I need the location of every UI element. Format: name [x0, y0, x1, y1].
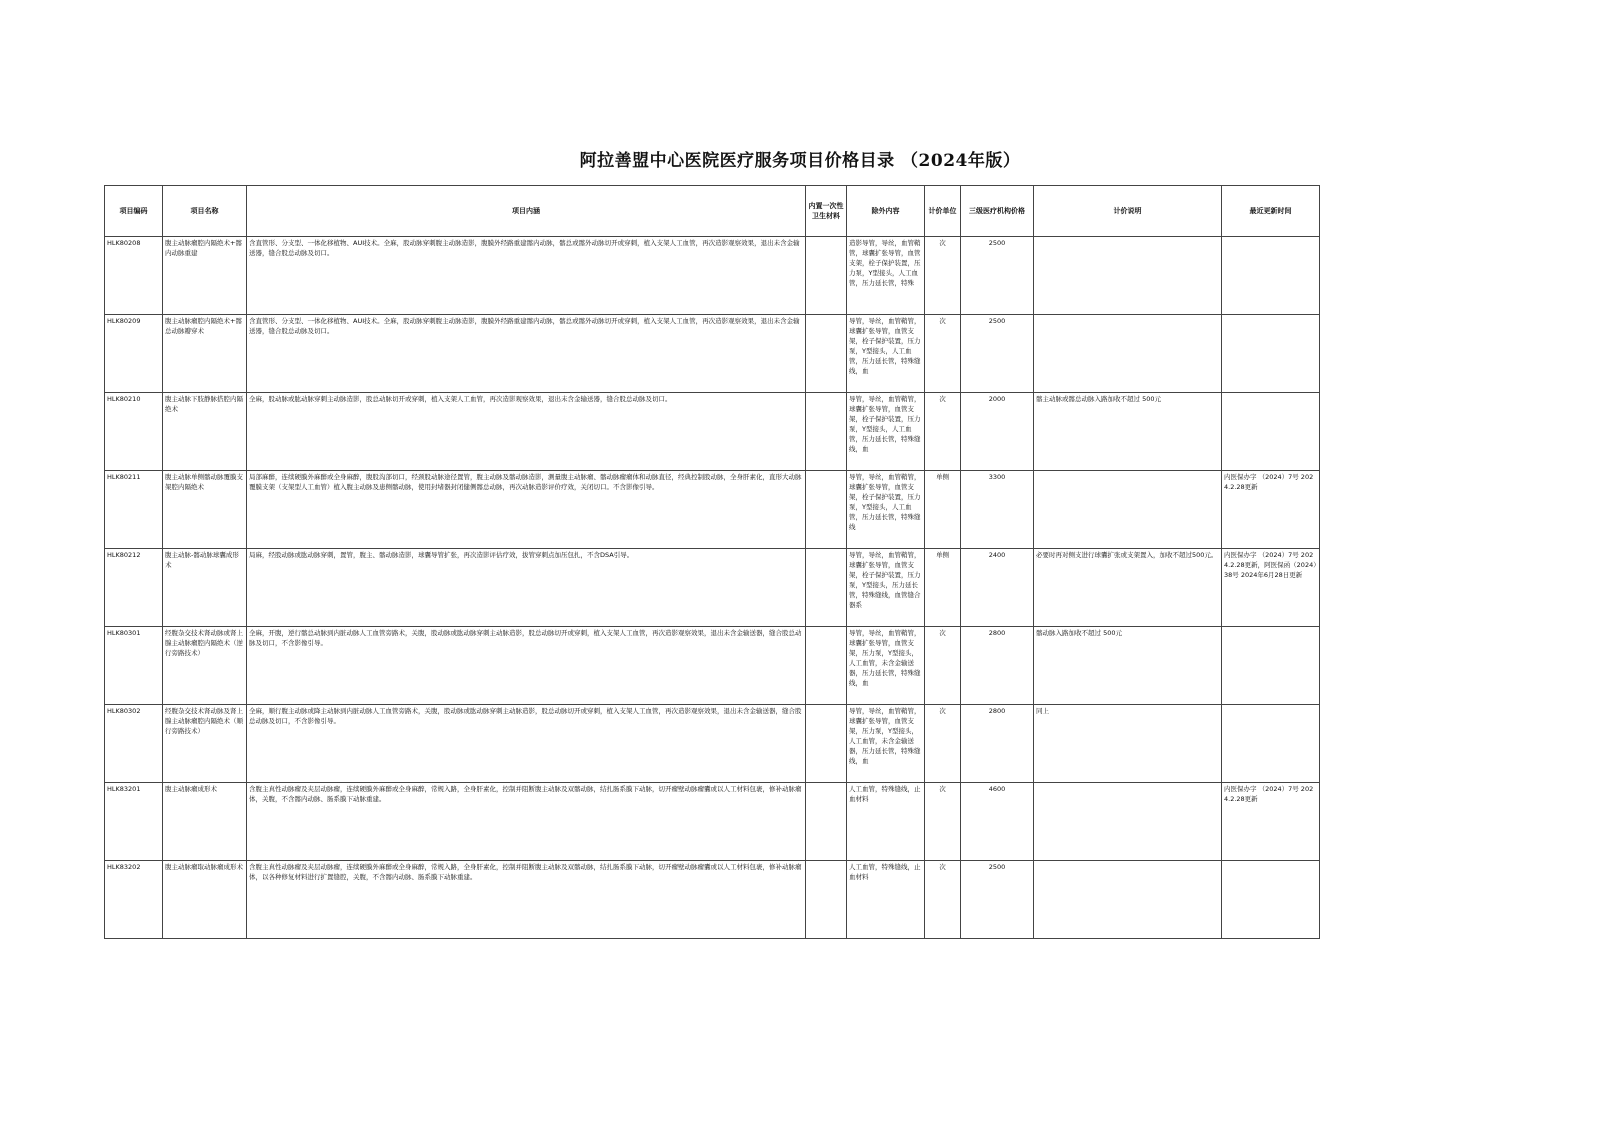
header-name: 项目名称	[163, 186, 247, 237]
item-code	[105, 783, 163, 861]
item-price-text: 2500	[988, 239, 1006, 247]
item-unit	[925, 315, 961, 393]
item-price	[961, 315, 1034, 393]
item-excluded	[847, 705, 925, 783]
table-row	[105, 783, 1320, 861]
item-name-text: 腹主动脉下肢静脉搭腔内隔绝术	[165, 395, 243, 413]
item-content	[247, 783, 806, 861]
item-code	[105, 705, 163, 783]
item-updated	[1222, 705, 1320, 783]
item-code	[105, 627, 163, 705]
item-note	[1034, 393, 1222, 471]
item-content-text: 全麻，顺行腹主动脉或降主动脉到内脏动脉人工血管旁路术，关腹，股动脉或肱动脉穿刺主动脉造影，股总动脉切开或穿刺，植入支架人工血管，再次造影观察效果，退出未含金输送器，缝合股总动脉及切口，不含影像引导。	[249, 707, 802, 725]
item-unit-text: 次	[939, 707, 946, 715]
item-code-text: HLK80301	[107, 629, 141, 637]
item-price-text: 2000	[988, 395, 1006, 403]
item-note	[1034, 627, 1222, 705]
item-name-text: 腹主动脉瘤腔内隔绝术+髂总动脉瓣穿术	[165, 317, 242, 335]
item-price-text: 2800	[988, 707, 1006, 715]
item-name-text: 腹主动脉瘤腔内隔绝术+髂内动脉重建	[165, 239, 242, 257]
item-unit	[925, 705, 961, 783]
item-unit	[925, 237, 961, 315]
item-updated	[1222, 861, 1320, 939]
item-updated-text: 内医保办字 （2024）7号 2024.2.28更新	[1224, 785, 1314, 803]
item-name	[163, 627, 247, 705]
item-code-text: HLK80210	[107, 395, 141, 403]
item-code	[105, 861, 163, 939]
item-excluded-text: 导管，导丝，血管鞘管，球囊扩张导管，血管支架，栓子保护装置，压力泵，Y型接头，人工血管，压力延长管，特殊缝线	[849, 473, 921, 531]
item-content	[247, 549, 806, 627]
item-note-text: 髂主动脉或髂总动脉入路加收不超过 500元	[1036, 395, 1161, 403]
item-excluded-text: 人工血管，特殊缝线，止血材料	[849, 863, 921, 881]
item-excluded	[847, 471, 925, 549]
item-unit	[925, 627, 961, 705]
item-note-text: 髂动脉入路加收不超过 500元	[1036, 629, 1122, 637]
item-note	[1034, 783, 1222, 861]
item-material	[806, 705, 847, 783]
item-code-text: HLK80302	[107, 707, 141, 715]
header-content: 项目内涵	[247, 186, 806, 237]
item-excluded	[847, 627, 925, 705]
item-unit-text: 次	[939, 629, 946, 637]
table-row	[105, 471, 1320, 549]
header-excluded: 除外内容	[847, 186, 925, 237]
item-code-text: HLK80212	[107, 551, 141, 559]
item-excluded-text: 造影导管，导丝，血管鞘管，球囊扩张导管，血管支架，栓子保护装置，压力泵，Y型接头，人工血管，压力延长管，特殊	[849, 239, 921, 287]
table-row	[105, 861, 1320, 939]
item-unit-text: 次	[939, 317, 946, 325]
item-updated	[1222, 627, 1320, 705]
item-content-text: 含腹主真性动脉瘤及夹层动脉瘤，连续硬膜外麻醉或全身麻醉，常规入路，全身肝素化，控制并阻断腹主动脉及双髂动脉，结扎肠系膜下动脉，切开瘤壁动脉瘤囊或以人工材料包裹，修补动脉瘤体，关腹，不含髂内动脉、肠系膜下动脉重建。	[249, 785, 802, 803]
item-content	[247, 705, 806, 783]
item-name	[163, 471, 247, 549]
table-row	[105, 315, 1320, 393]
item-price	[961, 705, 1034, 783]
header-updated: 最近更新时间	[1222, 186, 1320, 237]
item-unit	[925, 549, 961, 627]
table-row	[105, 627, 1320, 705]
item-unit	[925, 783, 961, 861]
item-note	[1034, 705, 1222, 783]
item-note-text: 同上	[1036, 707, 1049, 715]
item-code-text: HLK80208	[107, 239, 141, 247]
item-excluded	[847, 783, 925, 861]
item-content-text: 局部麻醉，连续硬膜外麻醉或全身麻醉，腹股沟部切口，经颈股动脉途径置管，腹主动脉及髂动脉造影，测量腹主动脉瘤、髂动脉瘤瘤体和动脉直径，经典控制股动脉，全身肝素化，直形大动脉覆膜支架（支架型人工血管）植入腹主动脉及患侧髂动脉，使用封堵器封闭健侧髂总动脉，再次动脉造影评价疗效，关闭切口。不含影像引导。	[249, 473, 802, 491]
item-unit	[925, 471, 961, 549]
item-code	[105, 471, 163, 549]
item-price-text: 2500	[988, 317, 1006, 325]
header-material: 内置一次性卫生材料	[806, 186, 847, 237]
header-note: 计价说明	[1034, 186, 1222, 237]
item-price-text: 2500	[988, 863, 1006, 871]
item-unit	[925, 393, 961, 471]
item-price	[961, 627, 1034, 705]
item-note	[1034, 549, 1222, 627]
item-note	[1034, 237, 1222, 315]
item-code	[105, 549, 163, 627]
item-code	[105, 315, 163, 393]
item-price	[961, 471, 1034, 549]
item-unit-text: 单侧	[936, 473, 949, 481]
item-name	[163, 783, 247, 861]
item-price	[961, 237, 1034, 315]
item-code-text: HLK80209	[107, 317, 141, 325]
item-material	[806, 237, 847, 315]
item-excluded-text: 导管，导丝，血管鞘管，球囊扩张导管，血管支架，栓子保护装置，压力泵，Y型接头，人工血管，压力延长管，特殊缝线，血	[849, 395, 921, 453]
item-name-text: 经腹杂交技术肾动脉或肾上腺主动脉瘤腔内隔绝术（逆行旁路技术）	[165, 629, 243, 657]
item-updated	[1222, 393, 1320, 471]
item-content	[247, 471, 806, 549]
header-row	[105, 186, 1320, 237]
price-table	[104, 185, 1320, 939]
item-name	[163, 861, 247, 939]
item-excluded	[847, 315, 925, 393]
item-excluded	[847, 861, 925, 939]
item-unit-text: 次	[939, 785, 946, 793]
item-unit-text: 次	[939, 239, 946, 247]
item-excluded	[847, 237, 925, 315]
item-price	[961, 393, 1034, 471]
item-material	[806, 627, 847, 705]
item-price	[961, 783, 1034, 861]
item-note-text: 必要时再对侧支进行球囊扩张或支架置入，加收不超过500元。	[1036, 551, 1218, 559]
item-material	[806, 471, 847, 549]
item-unit-text: 次	[939, 395, 946, 403]
item-content	[247, 861, 806, 939]
header-unit: 计价单位	[925, 186, 961, 237]
item-code	[105, 393, 163, 471]
item-price	[961, 861, 1034, 939]
item-name	[163, 549, 247, 627]
item-content	[247, 237, 806, 315]
item-unit-text: 次	[939, 863, 946, 871]
item-name-text: 腹主动脉瘤成形术	[165, 785, 217, 793]
item-note	[1034, 315, 1222, 393]
item-content-text: 含直管形、分支型、一体化移植物、AUI技术。全麻，股动脉穿刺腹主动脉造影，腹膜外经路重建髂内动脉，髂总或髂外动脉切开或穿刺，植入支架人工血管，再次造影观察效果，退出未含金输送器，缝合股总动脉及切口。	[249, 239, 800, 257]
page-title: 阿拉善盟中心医院医疗服务项目价格目录 （2024年版）	[579, 151, 1021, 171]
header-price: 三级医疗机构价格	[961, 186, 1034, 237]
item-material	[806, 393, 847, 471]
item-code-text: HLK83201	[107, 785, 141, 793]
table-row	[105, 549, 1320, 627]
item-updated-text: 内医保办字 （2024）7号 2024.2.28更新，阿医保函（2024）38号 2024年6月28日更新	[1224, 551, 1317, 579]
item-note	[1034, 861, 1222, 939]
item-content	[247, 315, 806, 393]
item-excluded	[847, 549, 925, 627]
item-name	[163, 237, 247, 315]
item-price	[961, 549, 1034, 627]
item-excluded-text: 导管，导丝，血管鞘管，球囊扩张导管，血管支架，栓子保护装置，压力泵，Y型接头，人工血管，压力延长管，特殊缝线，血	[849, 317, 921, 375]
table-row	[105, 237, 1320, 315]
item-price-text: 2400	[988, 551, 1006, 559]
table-row	[105, 705, 1320, 783]
item-excluded-text: 导管，导丝，血管鞘管，球囊扩张导管，血管支架，压力泵，Y型接头，人工血管，未含金输送器，压力延长管，特殊缝线，血	[849, 629, 921, 687]
item-updated	[1222, 315, 1320, 393]
item-name-text: 腹主动脉瘤取动脉瘤成形术	[165, 863, 243, 871]
item-unit	[925, 861, 961, 939]
item-content	[247, 393, 806, 471]
item-price-text: 4600	[988, 785, 1006, 793]
item-code-text: HLK80211	[107, 473, 141, 481]
item-code-text: HLK83202	[107, 863, 141, 871]
table-row	[105, 393, 1320, 471]
item-updated	[1222, 549, 1320, 627]
item-name	[163, 705, 247, 783]
item-price-text: 2800	[988, 629, 1006, 637]
item-unit-text: 单侧	[936, 551, 949, 559]
item-code	[105, 237, 163, 315]
item-content-text: 局麻，经股动脉或肱动脉穿刺，置管，腹主、髂动脉造影，球囊导管扩张，再次造影评估疗效，拔管穿刺点加压包扎，不含DSA引导。	[249, 551, 634, 559]
item-material	[806, 549, 847, 627]
item-excluded-text: 导管，导丝，血管鞘管，球囊扩张导管，血管支架，压力泵，Y型接头，人工血管，未含金输送器，压力延长管，特殊缝线，血	[849, 707, 921, 765]
item-excluded-text: 导管，导丝，血管鞘管，球囊扩张导管，血管支架，栓子保护装置，压力泵，Y型接头，压力延长管，特殊缝线，血管缝合器系	[849, 551, 921, 609]
item-updated	[1222, 237, 1320, 315]
item-material	[806, 783, 847, 861]
item-name-text: 经腹杂交技术肾动脉及肾上腺主动脉瘤腔内隔绝术（顺行旁路技术）	[165, 707, 243, 735]
item-name-text: 腹主动脉-髂动脉球囊成形术	[165, 551, 239, 569]
header-code: 项目编码	[105, 186, 163, 237]
item-name	[163, 315, 247, 393]
item-name-text: 腹主动脉单侧髂动脉覆膜支架腔内隔绝术	[165, 473, 243, 491]
item-excluded	[847, 393, 925, 471]
item-price-text: 3300	[988, 473, 1006, 481]
item-updated	[1222, 783, 1320, 861]
item-note	[1034, 471, 1222, 549]
item-name	[163, 393, 247, 471]
item-material	[806, 861, 847, 939]
item-excluded-text: 人工血管，特殊缝线，止血材料	[849, 785, 921, 803]
item-content-text: 含直管形、分支型、一体化移植物、AUI技术。全麻，股动脉穿刺腹主动脉造影，腹膜外经路重建髂内动脉，髂总或髂外动脉切开或穿刺，植入支架人工血管，再次造影观察效果，退出未含金输送器，缝合股总动脉及切口。	[249, 317, 800, 335]
item-updated	[1222, 471, 1320, 549]
item-material	[806, 315, 847, 393]
item-content-text: 全麻，股动脉或肱动脉穿刺主动脉造影，股总动脉切开或穿刺，植入支架人工血管，再次造影观察效果，退出未含金输送器，缝合股总动脉及切口。	[249, 395, 672, 403]
item-updated-text: 内医保办字 （2024）7号 2024.2.28更新	[1224, 473, 1314, 491]
item-content-text: 含腹主真性动脉瘤及夹层动脉瘤，连续硬膜外麻醉或全身麻醉，常规入路，全身肝素化，控制并阻断腹主动脉及双髂动脉，结扎肠系膜下动脉，切开瘤壁动脉瘤囊或以人工材料包裹，修补动脉瘤体，以各种修复材料进行扩置缝腔，关腹，不含髂内动脉、肠系膜下动脉重建。	[249, 863, 802, 881]
item-content	[247, 627, 806, 705]
item-content-text: 全麻，开腹，逆行髂总动脉到内脏动脉人工血管旁路术，关腹，股动脉或肱动脉穿刺主动脉造影，股总动脉切开或穿刺，植入支架人工血管，再次造影观察效果，退出未含金输送器，缝合股总动脉及切口，不含影像引导。	[249, 629, 802, 647]
